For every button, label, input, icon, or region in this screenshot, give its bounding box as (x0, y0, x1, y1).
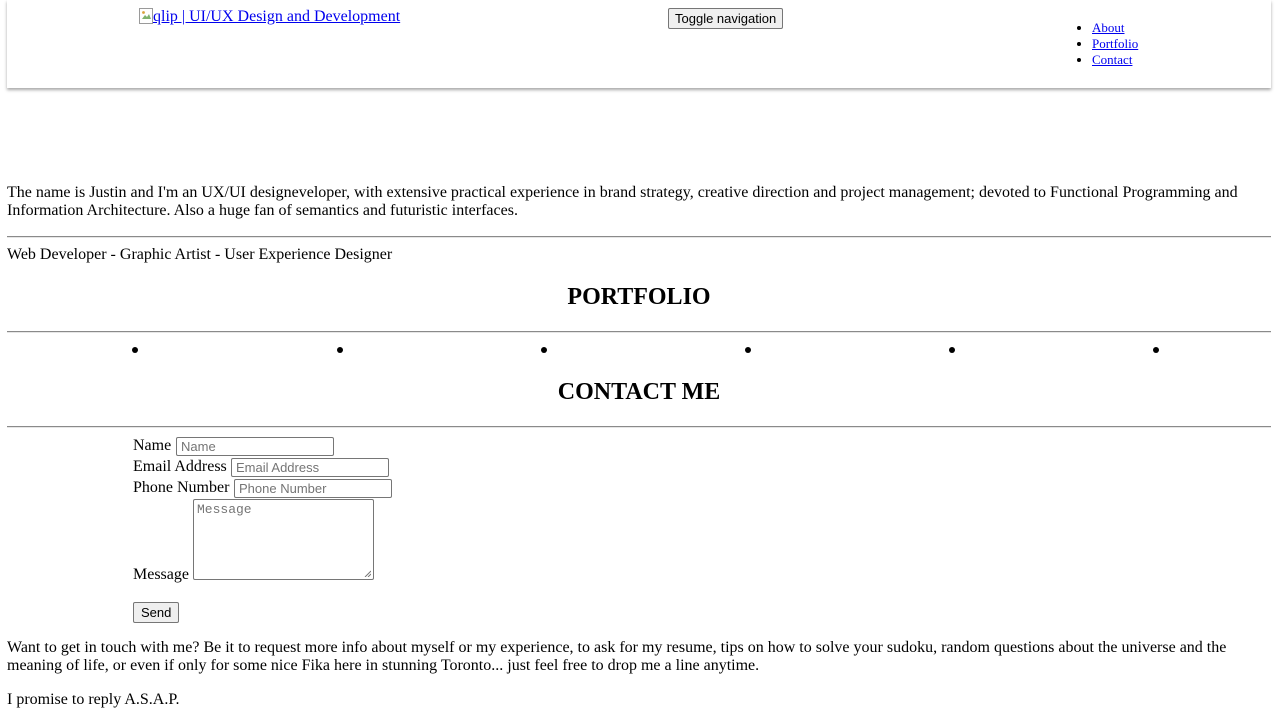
portfolio-title: PORTFOLIO (567, 284, 711, 310)
skills-text: Web Developer - Graphic Artist - User Experience Designer (7, 246, 393, 263)
portfolio-item[interactable] (745, 347, 751, 353)
toggle-navigation-button[interactable]: Toggle navigation (668, 8, 783, 29)
name-placeholder: Name (181, 439, 216, 454)
broken-image-icon (139, 8, 153, 24)
nav-menu (1092, 20, 1138, 68)
message-placeholder: Message (197, 502, 252, 517)
resize-grip-icon[interactable] (364, 570, 371, 577)
promise-text: I promise to reply A.S.A.P. (7, 691, 180, 708)
email-label: Email Address (133, 458, 227, 475)
phone-placeholder: Phone Number (239, 481, 327, 496)
divider-contact (7, 426, 1271, 428)
divider-portfolio (7, 331, 1271, 333)
email-placeholder: Email Address (236, 460, 320, 475)
about-text: The name is Justin and I'm an UX/UI designeveloper, with extensive practical experience in brand strategy, creative direction and project management; devoted to Functional Programming and Information Architecture. Also a huge fan of semantics and futuristic interfaces. (7, 184, 1238, 219)
contact-text: Want to get in touch with me? Be it to request more info about myself or my experience, to ask for my resume, tips on how to solve your sudoku, random questions about the universe and the meaning of life, or even if only for some nice Fika here in stunning Toronto... just feel free to drop me a line anytime. (7, 639, 1227, 674)
portfolio-item[interactable] (541, 347, 547, 353)
name-label: Name (133, 437, 172, 454)
nav-link-contact[interactable]: Contact (1092, 52, 1133, 67)
email-input[interactable] (231, 458, 389, 477)
name-input[interactable] (176, 437, 334, 456)
portfolio-item[interactable] (949, 347, 955, 353)
nav-item-contact (1092, 52, 1138, 68)
message-label: Message (133, 566, 189, 583)
nav-link-portfolio[interactable]: Portfolio (1092, 36, 1139, 51)
phone-input[interactable] (234, 479, 392, 498)
nav-item-portfolio (1092, 36, 1138, 52)
brand-link[interactable] (139, 7, 400, 27)
navbar (7, 0, 1271, 88)
nav-link-about[interactable]: About (1092, 20, 1125, 35)
nav-item-about (1092, 20, 1138, 36)
divider-about (7, 236, 1271, 238)
phone-label: Phone Number (133, 479, 230, 496)
portfolio-item[interactable] (132, 347, 138, 353)
portfolio-item[interactable] (1153, 347, 1159, 353)
send-button[interactable]: Send (133, 602, 179, 623)
brand-alt-text: qlip | UI/UX Design and Development (153, 8, 401, 25)
portfolio-item[interactable] (337, 347, 343, 353)
message-textarea[interactable] (193, 499, 374, 580)
contact-title: CONTACT ME (557, 379, 721, 405)
